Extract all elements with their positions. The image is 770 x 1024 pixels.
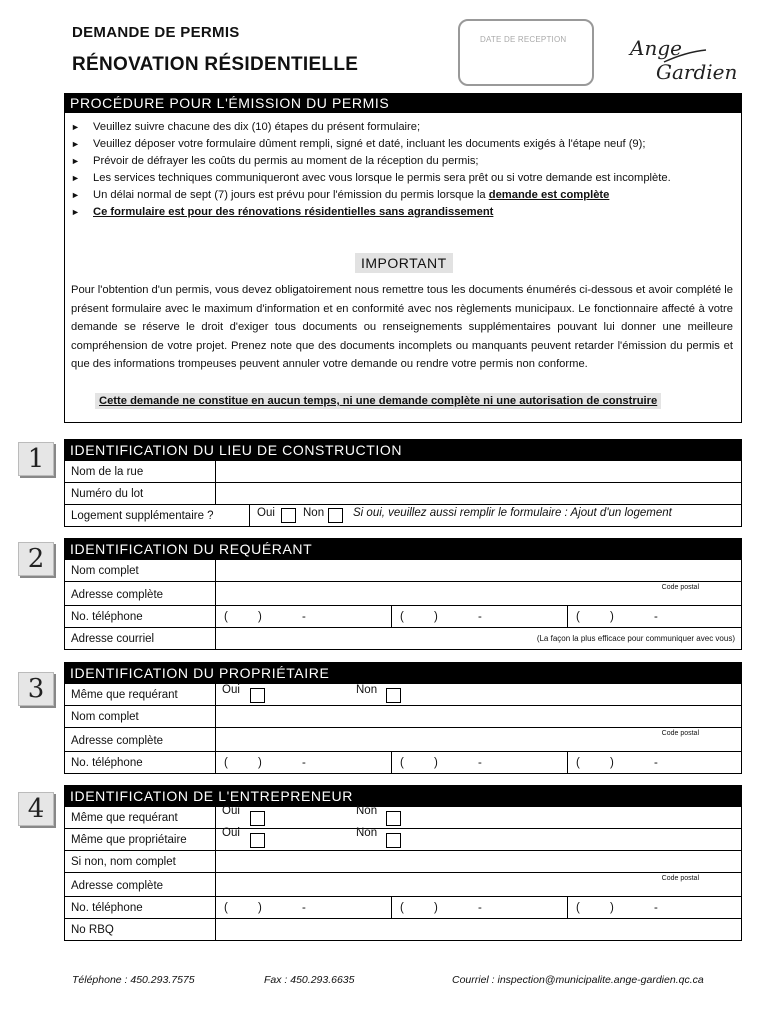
step-3-badge: 3: [18, 672, 54, 706]
footer-fax: Fax : 450.293.6635: [264, 974, 355, 986]
contractor-owner-non-label: Non: [356, 827, 378, 839]
street-field[interactable]: [216, 461, 741, 482]
owner-name-label: Nom complet: [65, 706, 216, 727]
owner-name-row: [64, 706, 742, 728]
contractor-rbq-row: [64, 919, 742, 941]
applicant-email-field[interactable]: [216, 628, 741, 649]
extra-unit-row: [64, 505, 742, 527]
contractor-name-field[interactable]: [216, 851, 741, 872]
owner-oui-checkbox[interactable]: [250, 688, 265, 703]
section-applicant: [64, 538, 742, 650]
owner-address-field[interactable]: [216, 728, 741, 751]
owner-oui-label: Oui: [222, 684, 240, 696]
reception-date-label: DATE DE RECEPTION: [480, 35, 567, 44]
dash: -: [654, 611, 658, 623]
footer-phone: Téléphone : 450.293.7575: [72, 974, 195, 986]
lot-row: [64, 483, 742, 505]
step-4-badge: 4: [18, 792, 54, 826]
list-item: [71, 204, 731, 221]
list-item: [71, 187, 731, 204]
contractor-req-non-label: Non: [356, 805, 378, 817]
street-label: Nom de la rue: [65, 461, 216, 482]
applicant-phone-field-2[interactable]: [392, 606, 568, 627]
applicant-name-field[interactable]: [216, 560, 741, 581]
applicant-address-field[interactable]: [216, 582, 741, 605]
dash: -: [302, 757, 306, 769]
applicant-phone-row: [64, 606, 742, 628]
email-note: (La façon la plus efficace pour communiquer avec vous): [536, 634, 735, 643]
contractor-phone-row: [64, 897, 742, 919]
dash: -: [302, 902, 306, 914]
owner-non-label: Non: [356, 684, 378, 696]
reception-date-box: [458, 19, 594, 86]
street-row: [64, 461, 742, 483]
important-heading: IMPORTANT: [355, 253, 453, 273]
disclaimer-note: Cette demande ne constitue en aucun temps, ni une demande complète ni une autorisation de construire: [95, 393, 661, 409]
procedure-box: [64, 113, 742, 423]
owner-same-label: Même que requérant: [65, 684, 216, 705]
section-construction-site: [64, 439, 742, 527]
paren-open: (: [400, 902, 404, 914]
divider: [249, 505, 250, 526]
section-owner: [64, 662, 742, 774]
owner-phone-row: [64, 752, 742, 774]
dash: -: [478, 757, 482, 769]
paren-close: ): [610, 902, 614, 914]
paren-close: ): [434, 757, 438, 769]
owner-name-field[interactable]: [216, 706, 741, 727]
owner-address-label: Adresse complète: [65, 728, 216, 751]
owner-same-options: [216, 684, 741, 705]
paren-open: (: [400, 757, 404, 769]
list-item: ► Les services techniques communiqueront avec vous lorsque le permis sera prêt ou si votre demande est incomplète.: [71, 170, 731, 187]
list-item-text: Un délai normal de sept (7) jours est prévu pour l'émission du permis lorsque la: [93, 189, 486, 201]
dash: -: [654, 757, 658, 769]
extra-unit-note: Si oui, veuillez aussi remplir le formulaire : Ajout d'un logement: [353, 507, 672, 519]
postal-code-label: Code postal: [661, 730, 699, 737]
extra-unit-oui-checkbox[interactable]: [281, 508, 296, 523]
contractor-owner-oui-label: Oui: [222, 827, 240, 839]
contractor-name-row: [64, 851, 742, 873]
step-2-badge: 2: [18, 542, 54, 576]
owner-phone-label: No. téléphone: [65, 752, 216, 773]
owner-phone-field-3[interactable]: [568, 752, 741, 773]
paren-close: ): [610, 611, 614, 623]
contractor-phone-label: No. téléphone: [65, 897, 216, 918]
applicant-phone-field-1[interactable]: [216, 606, 392, 627]
paren-open: (: [400, 611, 404, 623]
contractor-req-non-checkbox[interactable]: [386, 811, 401, 826]
procedure-header: PROCÉDURE POUR L'ÉMISSION DU PERMIS: [64, 93, 742, 113]
applicant-email-label: Adresse courriel: [65, 628, 216, 649]
paren-open: (: [224, 902, 228, 914]
applicant-address-label: Adresse complète: [65, 582, 216, 605]
contractor-name-label: Si non, nom complet: [65, 851, 216, 872]
applicant-name-label: Nom complet: [65, 560, 216, 581]
procedure-list: [71, 119, 731, 221]
form-title: DEMANDE DE PERMIS: [72, 24, 240, 41]
lot-label: Numéro du lot: [65, 483, 216, 504]
paren-close: ): [434, 611, 438, 623]
owner-phone-field-1[interactable]: [216, 752, 392, 773]
owner-non-checkbox[interactable]: [386, 688, 401, 703]
form-subtitle: RÉNOVATION RÉSIDENTIELLE: [72, 54, 359, 75]
paren-open: (: [224, 611, 228, 623]
contractor-owner-oui-checkbox[interactable]: [250, 833, 265, 848]
paren-close: ): [258, 902, 262, 914]
paren-open: (: [576, 611, 580, 623]
contractor-address-row: [64, 873, 742, 897]
section-4-header: IDENTIFICATION DE L'ENTREPRENEUR: [64, 785, 742, 807]
section-1-header: IDENTIFICATION DU LIEU DE CONSTRUCTION: [64, 439, 742, 461]
municipality-logo: [626, 36, 736, 92]
contractor-same-req-label: Même que requérant: [65, 807, 216, 828]
list-item: ► Veuillez déposer votre formulaire dûment rempli, signé et daté, incluant les documents exigés à l'étape neuf (9);: [71, 136, 731, 153]
extra-unit-oui-label: Oui: [257, 507, 275, 519]
footer-email[interactable]: Courriel : inspection@municipalite.ange-gardien.qc.ca: [452, 974, 704, 986]
applicant-email-row: [64, 628, 742, 650]
dash: -: [302, 611, 306, 623]
section-contractor: [64, 785, 742, 941]
applicant-phone-field-3[interactable]: [568, 606, 741, 627]
dash: -: [478, 902, 482, 914]
contractor-phone-field-1[interactable]: [216, 897, 392, 918]
list-item-emphasis: demande est complète: [488, 189, 610, 201]
contractor-same-req-options: [216, 807, 741, 828]
contractor-rbq-field[interactable]: [216, 919, 741, 940]
contractor-phone-field-3[interactable]: [568, 897, 741, 918]
owner-address-row: [64, 728, 742, 752]
dash: -: [478, 611, 482, 623]
important-paragraph: Pour l'obtention d'un permis, vous devez obligatoirement nous remettre tous les documents énumérés ci-dessous et avoir complété le présent formulaire avec le maximum d'information et en conformité avec nos règlements municipaux. Le fonctionnaire affecté à votre demande se réserve le droit d'exiger tous documents ou renseignements supplémentaires pouvant lui donner une meilleure compréhension de votre projet. Prenez note que des documents incomplets ou manquants peuvent retarder l'émission du permis et que des informations trompeuses peuvent annuler votre demande ou rendre votre permis non conforme.: [71, 284, 733, 370]
contractor-same-owner-label: Même que propriétaire: [65, 829, 216, 850]
contractor-address-field[interactable]: [216, 873, 741, 896]
applicant-address-row: [64, 582, 742, 606]
lot-field[interactable]: [216, 483, 741, 504]
applicant-phone-label: No. téléphone: [65, 606, 216, 627]
extra-unit-non-checkbox[interactable]: [328, 508, 343, 523]
paren-open: (: [576, 902, 580, 914]
extra-unit-label: Logement supplémentaire ?: [71, 510, 214, 522]
contractor-owner-non-checkbox[interactable]: [386, 833, 401, 848]
section-2-header: IDENTIFICATION DU REQUÉRANT: [64, 538, 742, 560]
contractor-req-oui-label: Oui: [222, 805, 240, 817]
dash: -: [654, 902, 658, 914]
list-item: ► Prévoir de défrayer les coûts du permis au moment de la réception du permis;: [71, 153, 731, 170]
applicant-name-row: [64, 560, 742, 582]
contractor-same-owner-row: [64, 829, 742, 851]
paren-close: ): [610, 757, 614, 769]
contractor-same-owner-options: [216, 829, 741, 850]
postal-code-label: Code postal: [661, 584, 699, 591]
list-item: ► Veuillez suivre chacune des dix (10) étapes du présent formulaire;: [71, 119, 731, 136]
owner-phone-field-2[interactable]: [392, 752, 568, 773]
contractor-same-req-row: [64, 807, 742, 829]
list-item-text: Ce formulaire est pour des rénovations résidentielles sans agrandissement: [93, 206, 494, 218]
paren-close: ): [434, 902, 438, 914]
logo-text-gardien: Gardien: [656, 60, 738, 84]
paren-open: (: [224, 757, 228, 769]
paren-close: ): [258, 611, 262, 623]
paren-open: (: [576, 757, 580, 769]
contractor-phone-field-2[interactable]: [392, 897, 568, 918]
paren-close: ): [258, 757, 262, 769]
contractor-address-label: Adresse complète: [65, 873, 216, 896]
postal-code-label: Code postal: [661, 875, 699, 882]
contractor-req-oui-checkbox[interactable]: [250, 811, 265, 826]
step-1-badge: 1: [18, 442, 54, 476]
contractor-rbq-label: No RBQ: [65, 919, 216, 940]
extra-unit-non-label: Non: [303, 507, 325, 519]
logo-text-ange: Ange: [630, 36, 682, 60]
section-3-header: IDENTIFICATION DU PROPRIÉTAIRE: [64, 662, 742, 684]
owner-same-row: [64, 684, 742, 706]
